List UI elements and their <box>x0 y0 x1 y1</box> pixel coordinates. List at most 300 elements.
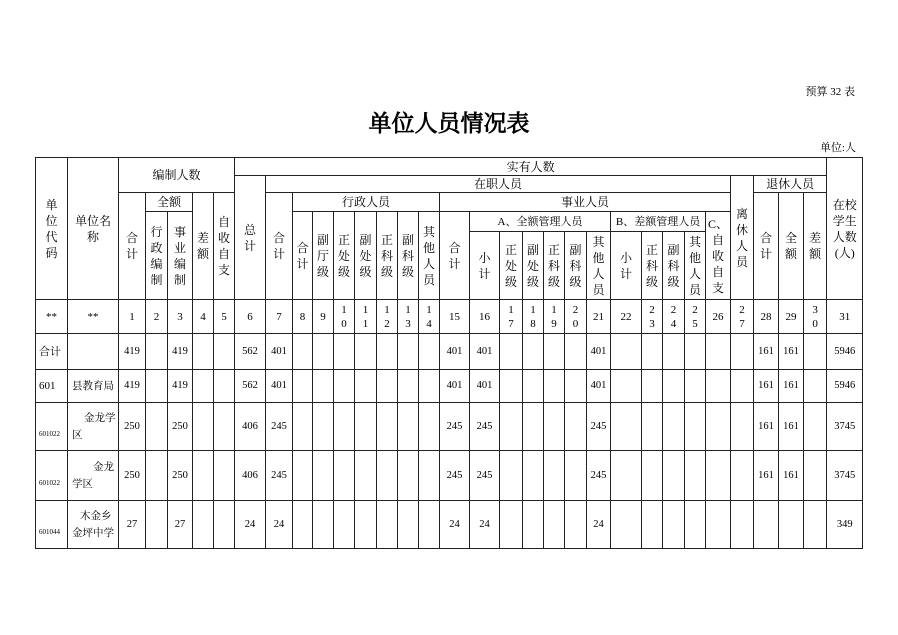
table-row <box>36 501 863 549</box>
column-number-label: 26 <box>712 310 724 323</box>
value-cell <box>419 451 440 501</box>
header-public-total-label: 合计 <box>448 240 461 271</box>
header-retired-total <box>754 193 779 300</box>
column-number-label: 8 <box>299 310 306 323</box>
column-number-label: 6 <box>247 310 253 323</box>
value-cell: 3745 <box>827 451 863 501</box>
header-public-staffing-label: 事业编制 <box>173 224 186 287</box>
value-cell <box>685 501 706 549</box>
value-cell <box>663 370 685 403</box>
value-cell: 419 <box>119 334 146 370</box>
header-full-subtotal-label: 小计 <box>478 250 491 281</box>
header-admin-personnel: 行政人员 <box>293 193 440 212</box>
value-cell: 401 <box>470 334 500 370</box>
header-self-mgmt <box>706 212 731 300</box>
value-cell <box>500 403 523 451</box>
column-number <box>355 300 377 334</box>
header-full-mgmt: A、全额管理人员 <box>470 212 611 232</box>
value-cell <box>146 451 168 501</box>
column-number <box>587 300 611 334</box>
column-number-label: 17 <box>508 303 514 330</box>
column-number-label: 2 <box>153 310 160 323</box>
unit-name-cell: 金龙学区 <box>68 403 119 451</box>
value-cell: 24 <box>470 501 500 549</box>
header-admin-other <box>419 212 440 300</box>
header-full-deputy-division <box>523 232 544 300</box>
header-retired-differential-label: 差额 <box>809 231 822 261</box>
column-number <box>334 300 355 334</box>
column-marker <box>36 300 68 334</box>
value-cell <box>419 403 440 451</box>
value-cell <box>334 501 355 549</box>
value-cell <box>804 451 827 501</box>
value-cell <box>685 334 706 370</box>
value-cell <box>214 334 235 370</box>
header-admin-division-chief-label: 正处级 <box>338 232 351 279</box>
value-cell <box>419 501 440 549</box>
column-number-row <box>36 300 863 334</box>
value-cell: 401 <box>470 370 500 403</box>
column-number <box>544 300 565 334</box>
value-cell: 401 <box>440 334 470 370</box>
header-full-section-chief-label: 正科级 <box>548 242 561 289</box>
header-full-other-label: 其他人员 <box>592 234 605 297</box>
unit-code-cell: 601022 <box>36 451 68 501</box>
value-cell <box>544 501 565 549</box>
column-number <box>235 300 266 334</box>
value-cell: 24 <box>440 501 470 549</box>
column-number <box>470 300 500 334</box>
value-cell <box>313 370 334 403</box>
unit-code-cell: 601 <box>36 370 68 403</box>
value-cell <box>804 334 827 370</box>
header-diff-mgmt: B、差额管理人员 <box>611 212 706 232</box>
value-cell: 349 <box>827 501 863 549</box>
value-cell <box>193 403 214 451</box>
header-diff-other <box>685 232 706 300</box>
value-cell: 161 <box>754 370 779 403</box>
value-cell <box>706 451 731 501</box>
value-cell <box>500 334 523 370</box>
value-cell: 245 <box>470 403 500 451</box>
header-differential-label: 差额 <box>196 231 209 261</box>
value-cell: 250 <box>168 403 193 451</box>
value-cell <box>565 403 587 451</box>
column-number-label: 16 <box>479 310 491 323</box>
header-self-mgmt-label: C、自收自支 <box>708 216 729 295</box>
value-cell: 250 <box>119 451 146 501</box>
value-cell: 401 <box>440 370 470 403</box>
column-number-label: 3 <box>177 310 183 323</box>
value-cell <box>214 451 235 501</box>
value-cell <box>731 451 754 501</box>
header-admin-deputy-section-label: 副科级 <box>402 232 415 279</box>
value-cell <box>523 334 544 370</box>
value-cell: 24 <box>587 501 611 549</box>
value-cell <box>663 501 685 549</box>
value-cell: 3745 <box>827 403 863 451</box>
header-admin-deputy-division-label: 副处级 <box>359 232 372 279</box>
header-public-personnel: 事业人员 <box>440 193 731 212</box>
column-number <box>804 300 827 334</box>
unit-name-cell: 金龙学区 <box>68 451 119 501</box>
header-diff-section-chief-label: 正科级 <box>646 242 659 289</box>
value-cell <box>804 501 827 549</box>
header-unit-name <box>68 158 119 300</box>
header-diff-subtotal-label: 小计 <box>620 250 633 281</box>
column-number-label: 19 <box>551 303 557 330</box>
value-cell: 406 <box>235 403 266 451</box>
column-number <box>146 300 168 334</box>
value-cell <box>565 370 587 403</box>
column-number-label: 5 <box>221 310 227 323</box>
value-cell: 161 <box>754 334 779 370</box>
header-retired: 退休人员 <box>754 176 827 193</box>
header-in-service-total <box>266 193 293 300</box>
value-cell <box>731 501 754 549</box>
value-cell <box>804 370 827 403</box>
value-cell: 245 <box>440 403 470 451</box>
value-cell <box>663 334 685 370</box>
column-number-label: 14 <box>426 303 432 330</box>
column-number <box>419 300 440 334</box>
header-admin-deputy-bureau <box>313 212 334 300</box>
header-diff-section-chief <box>642 232 663 300</box>
table-row <box>36 370 863 403</box>
value-cell: 245 <box>266 451 293 501</box>
value-cell: 24 <box>266 501 293 549</box>
value-cell: 5946 <box>827 334 863 370</box>
header-admin-deputy-division <box>355 212 377 300</box>
value-cell <box>419 334 440 370</box>
column-marker <box>68 300 119 334</box>
column-number <box>500 300 523 334</box>
column-number <box>440 300 470 334</box>
header-retired-early <box>731 176 754 300</box>
column-number <box>642 300 663 334</box>
column-number-label: 31 <box>839 310 851 323</box>
value-cell <box>544 403 565 451</box>
header-diff-other-label: 其他人员 <box>689 234 702 297</box>
header-admin-deputy-section <box>398 212 419 300</box>
value-cell: 27 <box>119 501 146 549</box>
value-cell <box>146 370 168 403</box>
value-cell <box>565 334 587 370</box>
value-cell <box>565 501 587 549</box>
column-number <box>214 300 235 334</box>
value-cell <box>779 501 804 549</box>
value-cell: 161 <box>779 451 804 501</box>
header-staffing-total <box>119 193 146 300</box>
column-number <box>754 300 779 334</box>
value-cell <box>377 451 398 501</box>
header-retired-full-label: 全额 <box>785 231 798 261</box>
unit-code-cell: 601044 <box>36 501 68 549</box>
header-full-amount: 全额 <box>146 193 193 212</box>
value-cell: 24 <box>235 501 266 549</box>
value-cell <box>193 370 214 403</box>
value-cell: 419 <box>119 370 146 403</box>
value-cell <box>355 334 377 370</box>
column-number-label: ** <box>87 310 99 323</box>
header-retired-early-label: 离休人员 <box>736 206 749 269</box>
value-cell <box>706 501 731 549</box>
value-cell <box>313 403 334 451</box>
column-number-label: 22 <box>620 310 632 323</box>
column-number-label: 28 <box>760 310 772 323</box>
value-cell: 245 <box>470 451 500 501</box>
column-number <box>779 300 804 334</box>
value-cell <box>611 501 642 549</box>
value-cell <box>377 501 398 549</box>
column-number <box>523 300 544 334</box>
header-admin-total <box>293 212 313 300</box>
value-cell <box>706 370 731 403</box>
value-cell <box>313 451 334 501</box>
value-cell <box>706 403 731 451</box>
value-cell <box>685 403 706 451</box>
value-cell <box>377 403 398 451</box>
value-cell <box>731 403 754 451</box>
value-cell <box>214 501 235 549</box>
value-cell: 250 <box>168 451 193 501</box>
header-diff-subtotal <box>611 232 642 300</box>
header-full-division-chief <box>500 232 523 300</box>
header-in-service: 在职人员 <box>266 176 731 193</box>
column-number <box>193 300 214 334</box>
value-cell: 161 <box>779 334 804 370</box>
value-cell <box>214 370 235 403</box>
value-cell: 161 <box>754 403 779 451</box>
column-number <box>119 300 146 334</box>
column-number-label: 27 <box>739 303 745 330</box>
value-cell <box>377 370 398 403</box>
value-cell <box>193 451 214 501</box>
column-number-label: 1 <box>129 310 135 323</box>
value-cell: 401 <box>266 334 293 370</box>
value-cell <box>731 370 754 403</box>
value-cell <box>685 451 706 501</box>
value-cell <box>544 451 565 501</box>
header-public-staffing <box>168 212 193 300</box>
value-cell <box>334 451 355 501</box>
column-number-label: 18 <box>530 303 536 330</box>
header-full-subtotal <box>470 232 500 300</box>
column-number-label: 30 <box>812 303 818 330</box>
value-cell: 161 <box>754 451 779 501</box>
form-number: 预算 32 表 <box>805 86 855 98</box>
value-cell <box>611 403 642 451</box>
value-cell: 161 <box>779 403 804 451</box>
unit-name-cell: 县教育局 <box>68 370 119 403</box>
value-cell <box>355 451 377 501</box>
value-cell <box>611 370 642 403</box>
header-unit-name-label: 单位名称 <box>74 213 111 244</box>
header-retired-differential <box>804 193 827 300</box>
header-admin-staffing <box>146 212 168 300</box>
header-students-label: 在校学生人数(人) <box>832 197 857 260</box>
value-cell: 245 <box>266 403 293 451</box>
value-cell <box>500 451 523 501</box>
value-cell <box>663 403 685 451</box>
value-cell <box>523 370 544 403</box>
header-full-deputy-division-label: 副处级 <box>527 242 540 289</box>
column-number-label: 20 <box>572 303 579 330</box>
header-full-division-chief-label: 正处级 <box>505 242 518 289</box>
value-cell: 419 <box>168 334 193 370</box>
column-number-label: 7 <box>276 310 282 323</box>
value-cell <box>398 370 419 403</box>
header-full-section-chief <box>544 232 565 300</box>
header-staffing: 编制人数 <box>119 158 235 193</box>
value-cell <box>663 451 685 501</box>
header-self-funded <box>214 193 235 300</box>
value-cell <box>193 334 214 370</box>
table-row <box>36 334 863 370</box>
header-grand-total-label: 总计 <box>244 222 257 253</box>
column-number-label: 9 <box>320 310 326 323</box>
value-cell: 562 <box>235 334 266 370</box>
value-cell <box>146 501 168 549</box>
value-cell <box>313 334 334 370</box>
header-full-other <box>587 232 611 300</box>
value-cell: 250 <box>119 403 146 451</box>
value-cell <box>565 451 587 501</box>
value-cell <box>355 501 377 549</box>
unit-name-cell <box>68 334 119 370</box>
header-admin-section-chief-label: 正科级 <box>381 232 394 279</box>
value-cell <box>754 501 779 549</box>
value-cell: 27 <box>168 501 193 549</box>
unit-code-cell: 合计 <box>36 334 68 370</box>
header-staffing-total-label: 合计 <box>125 231 138 261</box>
column-number-label: 4 <box>200 310 206 323</box>
column-number <box>565 300 587 334</box>
column-number <box>398 300 419 334</box>
header-self-funded-label: 自收自支 <box>218 215 231 277</box>
column-number-label: 24 <box>670 303 677 330</box>
column-number <box>685 300 706 334</box>
header-retired-total-label: 合计 <box>760 231 773 261</box>
value-cell <box>500 370 523 403</box>
column-number <box>377 300 398 334</box>
value-cell: 5946 <box>827 370 863 403</box>
value-cell <box>398 451 419 501</box>
column-number-label: 29 <box>785 310 797 323</box>
column-number <box>168 300 193 334</box>
value-cell: 406 <box>235 451 266 501</box>
header-differential <box>193 193 214 300</box>
value-cell: 245 <box>587 451 611 501</box>
column-number-label: 13 <box>405 303 411 330</box>
value-cell <box>146 403 168 451</box>
value-cell: 245 <box>587 403 611 451</box>
value-cell <box>685 370 706 403</box>
column-number-label: ** <box>46 310 57 323</box>
value-cell <box>355 403 377 451</box>
header-full-deputy-section-label: 副科级 <box>569 242 582 289</box>
value-cell <box>642 370 663 403</box>
personnel-table <box>35 157 863 549</box>
value-cell <box>355 370 377 403</box>
value-cell: 245 <box>440 451 470 501</box>
column-number-label: 25 <box>692 303 698 330</box>
table-row <box>36 451 863 501</box>
header-row <box>36 158 863 176</box>
value-cell <box>523 501 544 549</box>
value-cell <box>706 334 731 370</box>
value-cell <box>642 451 663 501</box>
header-students <box>827 158 863 300</box>
column-number-label: 15 <box>449 310 461 323</box>
value-cell <box>313 501 334 549</box>
value-cell <box>611 451 642 501</box>
table-header <box>36 158 863 300</box>
header-admin-division-chief <box>334 212 355 300</box>
value-cell <box>642 501 663 549</box>
header-admin-total-label: 合计 <box>296 240 309 271</box>
value-cell <box>398 403 419 451</box>
column-number <box>611 300 642 334</box>
value-cell <box>293 403 313 451</box>
value-cell: 401 <box>266 370 293 403</box>
value-cell <box>398 501 419 549</box>
page-title: 单位人员情况表 <box>368 111 530 136</box>
value-cell <box>419 370 440 403</box>
column-number <box>706 300 731 334</box>
value-cell <box>544 334 565 370</box>
column-number <box>663 300 685 334</box>
column-number-label: 11 <box>362 303 369 330</box>
header-admin-other-label: 其他人员 <box>423 224 436 287</box>
header-diff-deputy-section-label: 副科级 <box>667 242 680 289</box>
value-cell <box>804 403 827 451</box>
header-in-service-total-label: 合计 <box>273 231 286 261</box>
value-cell <box>293 370 313 403</box>
value-cell <box>523 403 544 451</box>
table-body <box>36 300 863 549</box>
column-number <box>293 300 313 334</box>
column-number-label: 23 <box>649 303 655 330</box>
column-number <box>313 300 334 334</box>
value-cell <box>334 370 355 403</box>
unit-note: 单位:人 <box>819 142 856 154</box>
value-cell <box>731 334 754 370</box>
header-admin-deputy-bureau-label: 副厅级 <box>317 232 330 279</box>
value-cell: 401 <box>587 370 611 403</box>
header-admin-staffing-label: 行政编制 <box>150 224 163 287</box>
column-number-label: 21 <box>593 310 605 323</box>
header-admin-section-chief <box>377 212 398 300</box>
value-cell <box>146 334 168 370</box>
column-number <box>266 300 293 334</box>
value-cell <box>193 501 214 549</box>
value-cell <box>398 334 419 370</box>
header-public-total <box>440 212 470 300</box>
header-actual-count: 实有人数 <box>235 158 827 176</box>
value-cell: 401 <box>587 334 611 370</box>
column-number <box>731 300 754 334</box>
value-cell <box>642 334 663 370</box>
unit-name-cell: 木金乡金坪中学 <box>68 501 119 549</box>
value-cell <box>334 403 355 451</box>
column-number <box>827 300 863 334</box>
value-cell <box>293 334 313 370</box>
column-number-label: 10 <box>341 303 347 330</box>
value-cell <box>293 451 313 501</box>
header-grand-total <box>235 176 266 300</box>
header-diff-deputy-section <box>663 232 685 300</box>
